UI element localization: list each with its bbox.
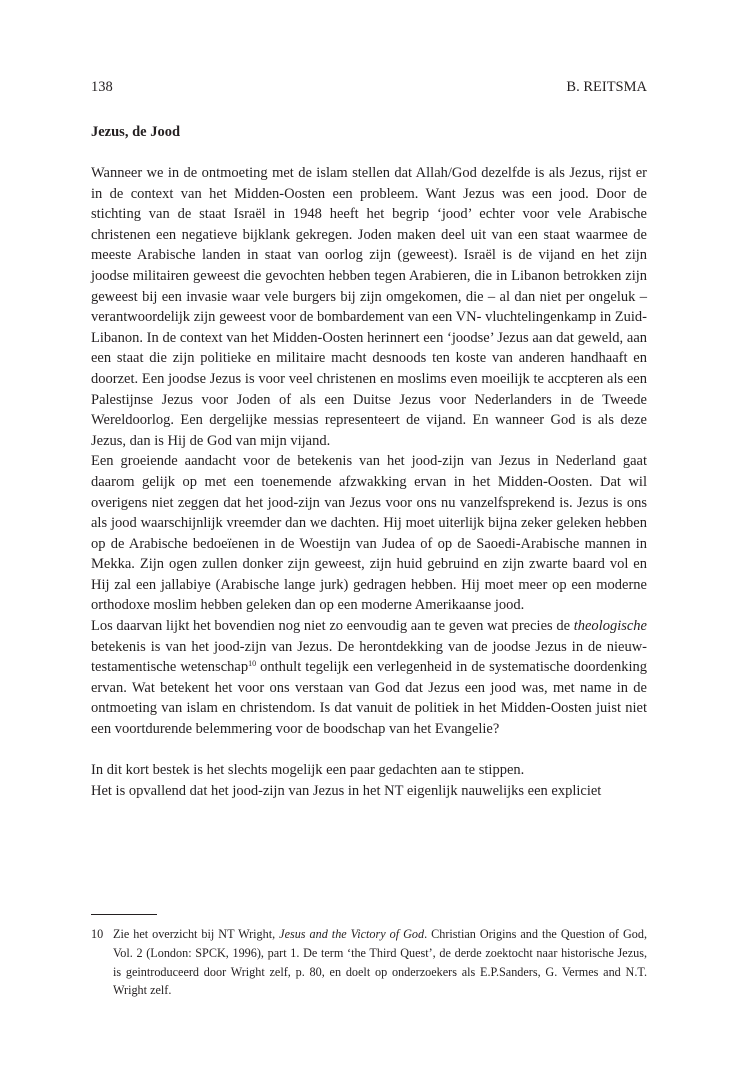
text-run: Het is opvallend dat het jood-zijn van Jezus in het NT eigenlijk nauwelijks een expliciet	[91, 782, 602, 799]
text-run: Een groeiende aandacht voor de betekenis van het jood-zijn van Jezus in Nederland gaat daarom gelijk op met een toenemende afzwakking ervan in het Midden-Oosten. Dat wil overigens niet zeggen dat het jood-zijn van Jezus voor ons nu vanzelfsprekend is. Jezus is ons als jood waarschijnlijk vreemder dan we dachten. Hij moet uiterlijk bijna zeker geleken hebben op de Arabische bedoeïenen in de Woestijn van Judea of op de Saoedi-Arabische mannen in Mekka. Zijn ogen zullen donker zijn geweest, zijn huid gebruind en zijn zwarte baard vol en Hij zal een jallabiye (Arabische lange jurk) gedragen hebben. Hij moet meer op een moderne orthodoxe moslim hebben geleken dan op een moderne Amerikaanse jood.	[91, 453, 647, 614]
text-run: betekenis is van het jood-zijn van Jezus. De herontdekking van de joodse Jezus in de nieuw-testamentische wetenschap	[91, 638, 647, 676]
paragraph-4	[91, 760, 647, 781]
footnote-divider	[91, 914, 157, 915]
text-run: Wanneer we in de ontmoeting met de islam stellen dat Allah/God dezelfde is als Jezus, rijst er in de context van het Midden-Oosten een probleem. Want Jezus was een jood. Door de stichting van de staat Israël in 1948 heeft het begrip ‘jood’ echter voor vele Arabische christenen een negatieve bijklank gekregen. Joden maken deel uit van een staat waarmee de meeste Arabische landen in staat van oorlog zijn (geweest). Israël is de vijand en het zijn joodse militairen geweest die gevochten hebben tegen Arabieren, die in Libanon betrokken zijn geweest bij een invasie waar vele burgers bij zijn omgekomen, die – al dan niet per ongeluk – verantwoordelijk zijn geweest voor de bombardement van een VN- vluchtelingenkamp in Zuid-Libanon. In de context van het Midden-Oosten herinnert een ‘joodse’ Jezus aan dat geweld, aan een staat die zijn politieke en militaire macht desnoods ten koste van anderen handhaaft en doorzet. Een joodse Jezus is voor veel christenen en moslims even moeilijk te accpteren als een Palestijnse Jezus voor Joden of als een Duitse Jezus voor Nederlanders in de Tweede Wereldoorlog. Een dergelijke messias representeert de vijand. En wanneer God is als deze Jezus, dan is Hij de God van mijn vijand.	[91, 165, 647, 449]
footnote-reference: 10	[248, 659, 257, 669]
text-run: Los daarvan lijkt het bovendien nog niet zo eenvoudig aan te geven wat precies de	[91, 618, 574, 635]
paragraph-1	[91, 163, 647, 451]
italic-text: theologische	[573, 618, 647, 635]
paragraph-3	[91, 616, 647, 740]
footnote-number: 10	[91, 927, 104, 941]
text-run: onthult tegelijk een verlegenheid in de systematische doordenking ervan. Wat betekent het voor ons verstaan van God dat Jezus een jood was, met name in de ontmoeting van islam en christendom. Is dat vanuit de politiek in het Midden-Oosten juist niet een voortdurende belemmering voor de boodschap van het Evangelie?	[91, 659, 647, 738]
section-title: Jezus, de Jood	[91, 124, 181, 140]
footnote-text	[113, 925, 647, 1000]
running-header	[91, 79, 647, 96]
paragraph-2	[91, 451, 647, 616]
page-number: 138	[91, 79, 113, 95]
text-run: Zie het overzicht bij NT Wright,	[113, 927, 280, 941]
footnote	[91, 925, 647, 1000]
running-title: B. REITSMA	[566, 79, 647, 95]
paragraph-5	[91, 781, 647, 802]
text-run: . Christian Origins and the Question of God, Vol. 2 (London: SPCK, 1996), part 1. De term ‘the Third Quest’, de derde zoektocht naar historische Jezus, is geintroduceerd door Wright zelf, p. 80, en doelt op onderzoekers als E.P.Sanders, G. Vermes and N.T. Wright zelf.	[113, 927, 647, 998]
body-text	[91, 163, 647, 801]
text-run: In dit kort bestek is het slechts mogelijk een paar gedachten aan te stippen.	[91, 762, 525, 779]
italic-text: Jesus and the Victory of God	[279, 927, 425, 941]
